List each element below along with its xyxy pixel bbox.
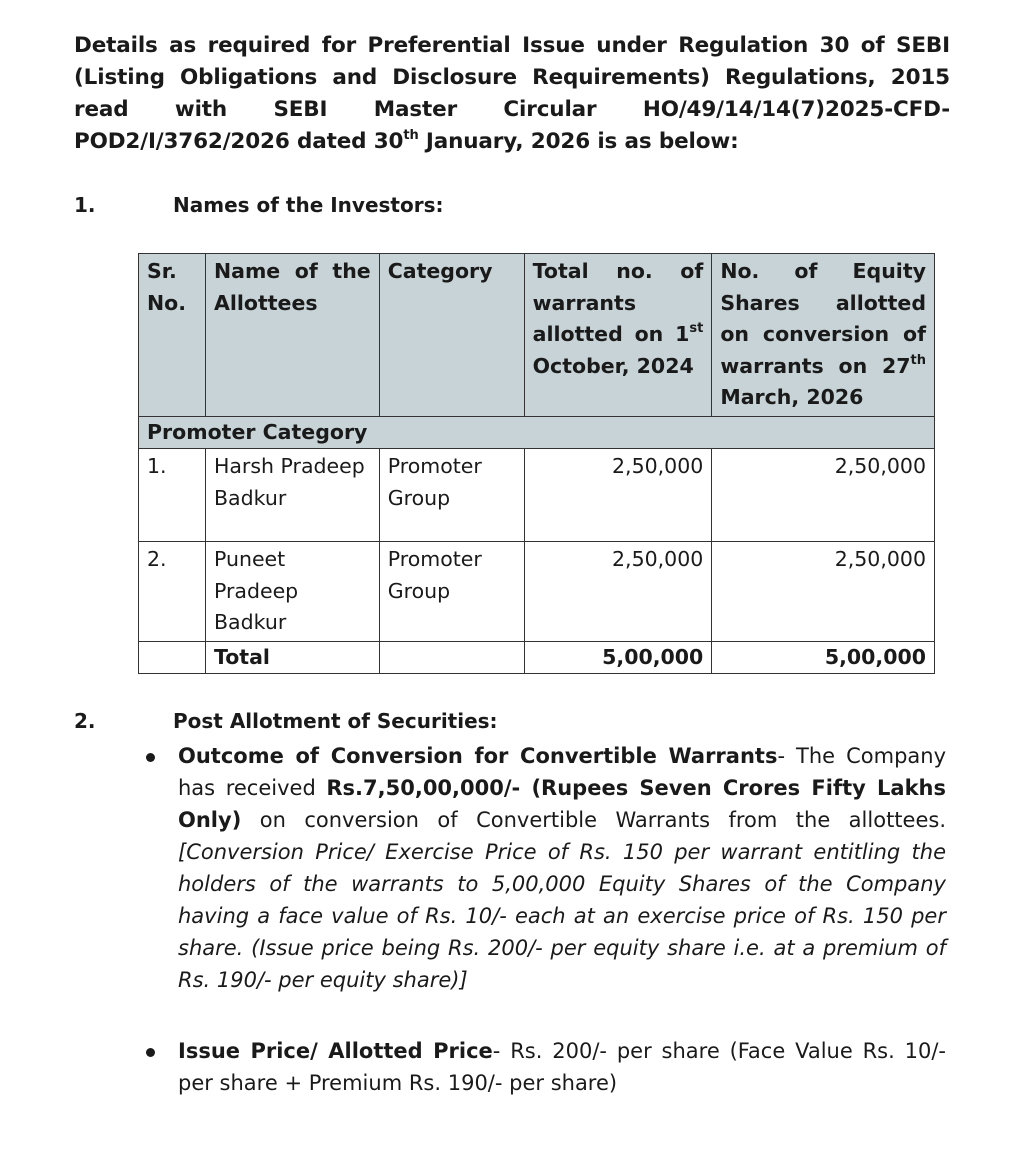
section-1-number: 1. (74, 193, 96, 217)
row-name: Puneet Pradeep Badkur (205, 542, 379, 642)
total-empty-cell (379, 641, 524, 674)
header-name: Name of the Allottees (205, 254, 379, 417)
row-sr: 1. (139, 449, 206, 542)
total-empty-cell (139, 641, 206, 674)
bullet-list (146, 740, 946, 1099)
header-shares-date: March, 2026 (720, 385, 864, 409)
bullet-heading: Issue Price/ Allotted Price (178, 1039, 493, 1063)
bullet-amount: Rs.7,50,00,000/- (Rupees Seven Crores Fifty Lakhs Only) (178, 776, 946, 832)
total-shares: 5,00,000 (712, 641, 935, 674)
row-sr: 2. (139, 542, 206, 642)
header-warrants-text: Total no. of warrants allotted on 1 (532, 259, 704, 346)
bullet-issue-price (146, 1035, 946, 1099)
bullet-dot-icon (146, 1048, 155, 1057)
row-name: Harsh Pradeep Badkur (205, 449, 379, 542)
intro-text-end: January, 2026 is as below: (418, 129, 739, 154)
bullet-text: - Rs. 200/- per share (Face Value Rs. 10/- per share + Premium Rs. 190/- per share) (178, 1039, 947, 1095)
table-header-row (139, 254, 935, 417)
row-category: Promoter Group (379, 542, 524, 642)
category-label: Promoter Category (139, 416, 935, 449)
row-warrants: 2,50,000 (524, 542, 712, 642)
bullet-italic-note: [Conversion Price/ Exercise Price of Rs. 150 per warrant entitling the holders of the warrants to 5,00,000 Equity Shares of the Company having a face value of Rs. 10/- each at an exercise price of Rs. 150 per share. (Issue price being Rs. 200/- per equity share i.e. at a premium of Rs. 190/- per equity share)] (178, 840, 946, 992)
header-warrants (524, 254, 712, 417)
total-row (139, 641, 935, 674)
intro-paragraph (74, 30, 950, 158)
intro-text: Details as required for Preferential Issue under Regulation 30 of SEBI (Listing Obligations and Disclosure Requirements) Regulations, 2015 read with SEBI Master Circular HO/49/14/14(7)2025-CFD-POD2/I/3762/2026 dated 30 (74, 33, 950, 154)
header-shares-text: No. of Equity Shares allotted on conversion of warrants on 27 (720, 259, 926, 378)
row-shares: 2,50,000 (712, 449, 935, 542)
section-1-title: Names of the Investors: (173, 193, 444, 217)
total-label: Total (205, 641, 379, 674)
table-row (139, 542, 935, 642)
header-warrants-sup: st (689, 321, 704, 336)
total-warrants: 5,00,000 (524, 641, 712, 674)
section-2-title: Post Allotment of Securities: (173, 709, 498, 733)
category-row (139, 416, 935, 449)
header-category: Category (379, 254, 524, 417)
row-warrants: 2,50,000 (524, 449, 712, 542)
header-shares-sup: th (910, 352, 926, 368)
header-shares (712, 254, 935, 417)
row-shares: 2,50,000 (712, 542, 935, 642)
bullet-text: on conversion of Convertible Warrants from the allottees. (241, 808, 946, 832)
bullet-text: - The Company has received (178, 744, 947, 800)
row-category: Promoter Group (379, 449, 524, 542)
bullet-conversion-outcome (146, 740, 946, 996)
header-sr-no: Sr. No. (139, 254, 206, 417)
intro-sup: th (403, 128, 419, 143)
investors-table (138, 253, 935, 674)
bullet-heading: Outcome of Conversion for Convertible Warrants (178, 744, 778, 768)
header-warrants-date: October, 2024 (532, 353, 694, 378)
bullet-dot-icon (146, 753, 155, 762)
section-2-number: 2. (74, 709, 96, 733)
table-row (139, 449, 935, 542)
